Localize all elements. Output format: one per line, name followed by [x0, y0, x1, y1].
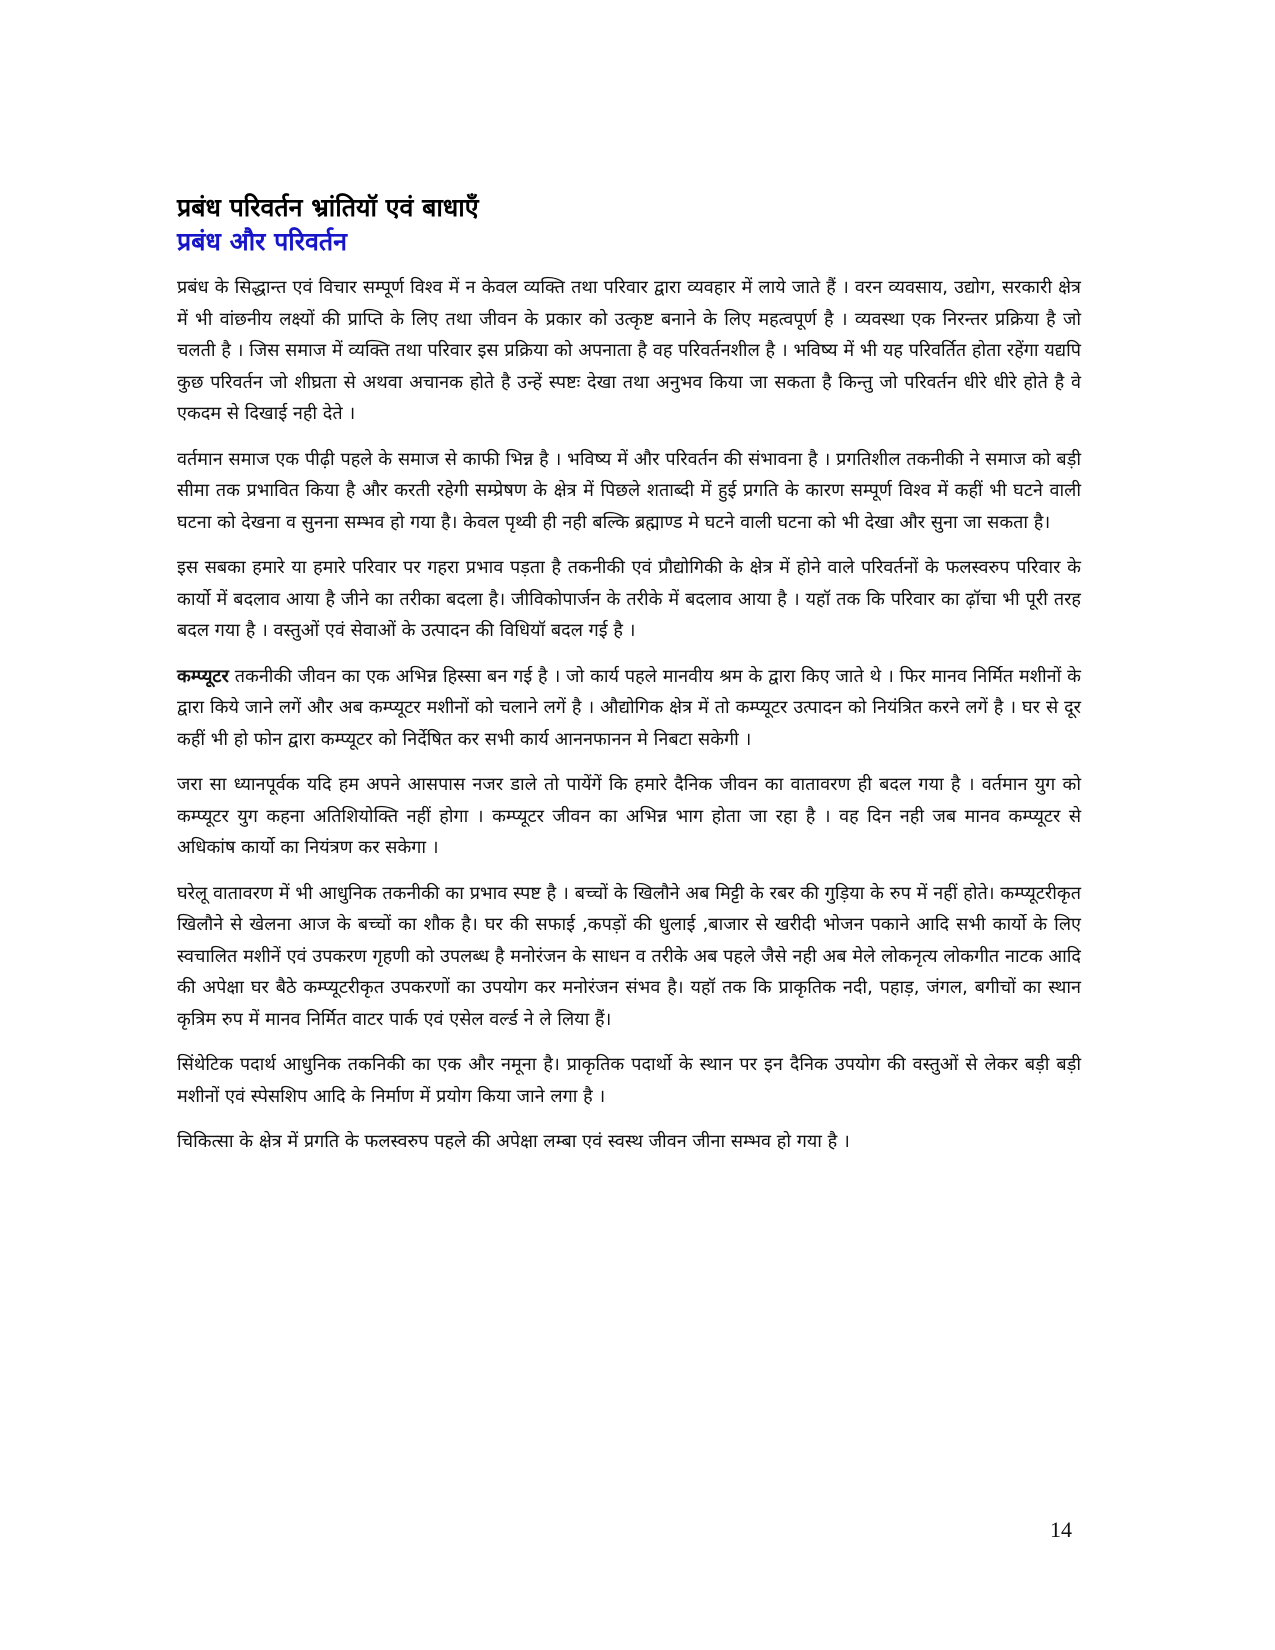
paragraph-6: घरेलू वातावरण में भी आधुनिक तकनीकी का प्रभाव स्पष्ट है । बच्चों के खिलौने अब मिट्टी के रबर की गुड़िया के रुप में नहीं होते। कम्प्यूटरीकृत खिलौने से खेलना आज के बच्चों का शौक है। घर की सफाई ,कपड़ों की धुलाई ,बाजार से खरीदी भोजन पकाने आदि सभी कार्यो के लिए स्वचालित मशीनें एवं उपकरण गृहणी को उपलब्ध है मनोरंजन के साधन व तरीके अब पहले जैसे नही अब मेले लोकनृत्य लोकगीत नाटक आदि की अपेक्षा घर बैठे कम्प्यूटरीकृत उपकरणों का उपयोग कर मनोरंजन संभव है। यहॉ तक कि प्राकृतिक नदी, पहाड़, जंगल, बगीचों का स्थान कृत्रिम रुप में मानव निर्मित वाटर पार्क एवं एसेल वर्ल्ड ने ले लिया हैं। [177, 882, 1081, 1030]
section-subtitle: प्रबंध और परिवर्तन [177, 227, 348, 256]
paragraph-1: प्रबंध के सिद्धान्त एवं विचार सम्पूर्ण विश्व में न केवल व्यक्ति तथा परिवार द्वारा व्यवहार में लाये जाते हैं । वरन व्यवसाय, उद्योग, सरकारी क्षेत्र में भी वांछनीय लक्ष्यों की प्राप्ति के लिए तथा जीवन के प्रकार को उत्कृष्ट बनाने के लिए महत्वपूर्ण है । व्यवस्था एक निरन्तर प्रक्रिया है जो चलती है । जिस समाज में व्यक्ति तथा परिवार इस प्रक्रिया को अपनाता है वह परिवर्तनशील है । भविष्य में भी यह परिवर्तित होता रहेंगा यद्यपि कुछ परिवर्तन जो शीघ्रता से अथवा अचानक होते है उन्हें स्पष्टः देखा तथा अनुभव किया जा सकता है किन्तु जो परिवर्तन धीरे धीरे होते है वे एकदम से दिखाई नही देते । [177, 277, 1081, 424]
paragraph-5: जरा सा ध्यानपूर्वक यदि हम अपने आसपास नजर डाले तो पायेंगें कि हमारे दैनिक जीवन का वातावरण ही बदल गया है । वर्तमान युग को कम्प्यूटर युग कहना अतिशियोक्ति नहीं होगा । कम्प्यूटर जीवन का अभिन्न भाग होता जा रहा है । वह दिन नही जब मानव कम्प्यूटर से अधिकांष कार्यो का नियंत्रण कर सकेगा । [177, 774, 1081, 858]
paragraph-3: इस सबका हमारे या हमारे परिवार पर गहरा प्रभाव पड़ता है तकनीकी एवं प्रौद्योगिकी के क्षेत्र में होने वाले परिवर्तनों के फलस्वरुप परिवार के कार्यो में बदलाव आया है जीने का तरीका बदला है। जीविकोपार्जन के तरीके में बदलाव आया है । यहॉ तक कि परिवार का ढ़ॉचा भी पूरी तरह बदल गया है । वस्तुओं एवं सेवाओं के उत्पादन की विधियॉ बदल गई है । [177, 557, 1081, 641]
page-title: प्रबंध परिवर्तन भ्रांतियॉ एवं बाधाएँ [177, 193, 479, 222]
document-page [177, 192, 1081, 1172]
paragraph-computer-text: तकनीकी जीवन का एक अभिन्न हिस्सा बन गई है । जो कार्य पहले मानवीय श्रम के द्वारा किए जाते थे । फिर मानव निर्मित मशीनों के द्वारा किये जाने लगें और अब कम्प्यूटर मशीनों को चलाने लगें है । औद्योगिक क्षेत्र में तो कम्प्यूटर उत्पादन को नियंत्रित करने लगें है । घर से दूर कहीं भी हो फोन द्वारा कम्प्यूटर को निर्देषित कर सभी कार्य आननफानन मे निबटा सकेगी । [177, 665, 1081, 750]
page-number: 14 [1050, 1517, 1072, 1542]
paragraph-2: वर्तमान समाज एक पीढ़ी पहले के समाज से काफी भिन्न है । भविष्य में और परिवर्तन की संभावना है । प्रगतिशील तकनीकी ने समाज को बड़ी सीमा तक प्रभावित किया है और करती रहेगी सम्प्रेषण के क्षेत्र में पिछले शताब्दी में हुई प्रगति के कारण सम्पूर्ण विश्व में कहीं भी घटने वाली घटना को देखना व सुनना सम्भव हो गया है। केवल पृथ्वी ही नही बल्कि ब्रह्माण्ड मे घटने वाली घटना को भी देखा और सुना जा सकता है। [177, 448, 1081, 533]
paragraph-7: सिंथेटिक पदार्थ आधुनिक तकनिकी का एक और नमूना है। प्राकृतिक पदार्थो के स्थान पर इन दैनिक उपयोग की वस्तुओं से लेकर बड़ी बड़ी मशीनों एवं स्पेसशिप आदि के निर्माण में प्रयोग किया जाने लगा है । [177, 1054, 1081, 1107]
paragraph-8: चिकित्सा के क्षेत्र में प्रगति के फलस्वरुप पहले की अपेक्षा लम्बा एवं स्वस्थ जीवन जीना सम्भव हो गया है । [177, 1131, 850, 1152]
bold-keyword: कम्प्यूटर [177, 665, 229, 687]
paragraph-computer [177, 661, 1081, 756]
